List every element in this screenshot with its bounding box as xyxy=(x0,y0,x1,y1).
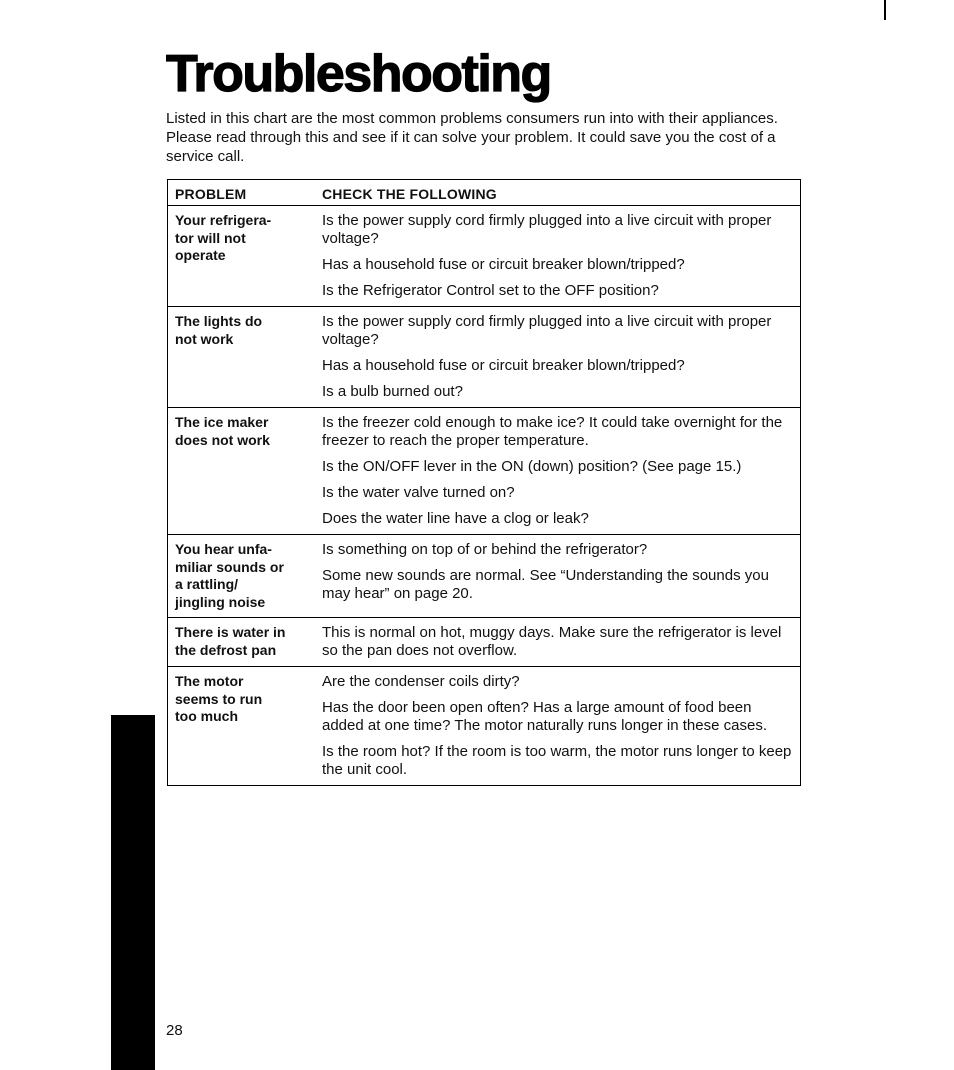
check-item: Is the power supply cord firmly plugged into a live circuit with proper voltage? xyxy=(322,313,772,348)
check-item: Has the door been open often? Has a large amount of food been added at one time? The motor naturally runs longer in these cases. xyxy=(322,699,767,734)
check-item: Has a household fuse or circuit breaker blown/tripped? xyxy=(322,256,685,273)
margin-mark xyxy=(884,0,886,20)
problem-label: The lights do not work xyxy=(175,313,263,347)
header-check: CHECK THE FOLLOWING xyxy=(322,180,801,206)
checks-cell xyxy=(322,535,801,618)
check-item: Is the freezer cold enough to make ice? It could take overnight for the freezer to reach the proper temperature. xyxy=(322,414,783,449)
check-item: Is the Refrigerator Control set to the OFF position? xyxy=(322,282,659,299)
page-title: Troubleshooting xyxy=(166,45,551,103)
intro-paragraph: Listed in this chart are the most common problems consumers run into with their appliances. Please read through this and see if it can solve your problem. It could save you the cost of a service call. xyxy=(166,110,778,165)
check-item: Are the condenser coils dirty? xyxy=(322,673,520,690)
table-row xyxy=(168,618,801,667)
side-tab xyxy=(111,715,155,1070)
problem-cell xyxy=(168,206,323,307)
page-number: 28 xyxy=(166,1022,183,1039)
check-item: Is something on top of or behind the refrigerator? xyxy=(322,541,648,558)
table-row xyxy=(168,667,801,786)
problem-cell xyxy=(168,535,323,618)
checks-cell xyxy=(322,307,801,408)
problem-label: Your refrigera- tor will not operate xyxy=(175,212,272,263)
table-row xyxy=(168,535,801,618)
table-body xyxy=(168,206,801,786)
troubleshooting-table xyxy=(167,179,801,786)
problem-cell xyxy=(168,408,323,535)
problem-label: There is water in the defrost pan xyxy=(175,624,286,658)
problem-cell xyxy=(168,307,323,408)
problem-label: You hear unfa- miliar sounds or a rattling/ jingling noise xyxy=(175,541,284,610)
problem-cell xyxy=(168,618,323,667)
table-row xyxy=(168,307,801,408)
table-row xyxy=(168,408,801,535)
problem-label: The ice maker does not work xyxy=(175,414,270,448)
header-problem: PROBLEM xyxy=(168,180,323,206)
check-item: Is a bulb burned out? xyxy=(322,383,463,400)
checks-cell xyxy=(322,667,801,786)
check-item: Is the water valve turned on? xyxy=(322,484,515,501)
problem-cell xyxy=(168,667,323,786)
problem-label: The motor seems to run too much xyxy=(175,673,263,724)
check-item: Does the water line have a clog or leak? xyxy=(322,510,589,527)
checks-cell xyxy=(322,206,801,307)
check-item: Is the room hot? If the room is too warm, the motor runs longer to keep the unit cool. xyxy=(322,743,792,778)
check-item: Some new sounds are normal. See “Understanding the sounds you may hear” on page 20. xyxy=(322,567,769,602)
check-item: Has a household fuse or circuit breaker blown/tripped? xyxy=(322,357,685,374)
table-header-row xyxy=(168,180,801,206)
check-item: Is the ON/OFF lever in the ON (down) position? (See page 15.) xyxy=(322,458,742,475)
checks-cell xyxy=(322,408,801,535)
table-row xyxy=(168,206,801,307)
checks-cell xyxy=(322,618,801,667)
check-item: Is the power supply cord firmly plugged into a live circuit with proper voltage? xyxy=(322,212,772,247)
check-item: This is normal on hot, muggy days. Make sure the refrigerator is level so the pan does not overflow. xyxy=(322,624,782,659)
